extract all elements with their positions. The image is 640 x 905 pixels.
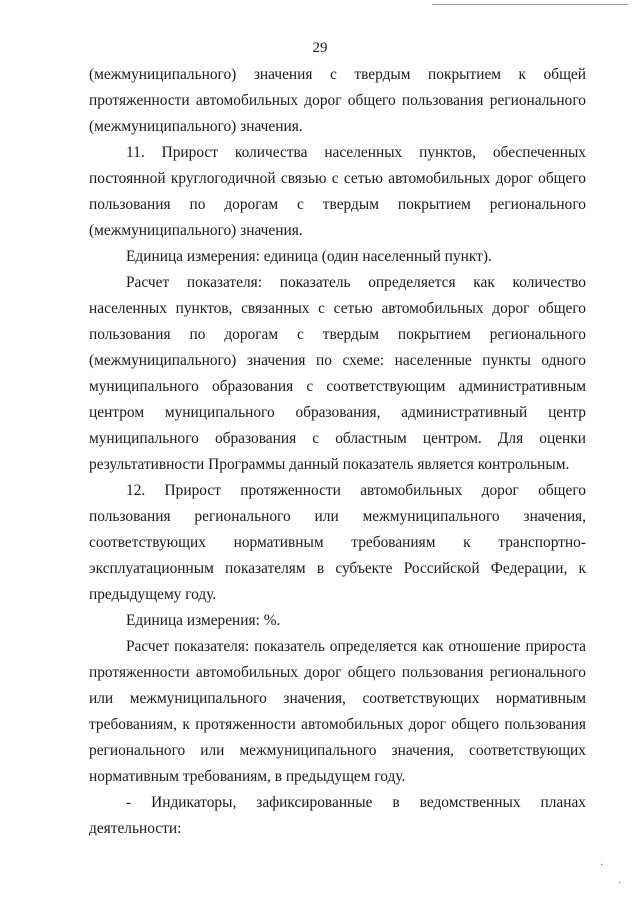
document-body <box>89 62 586 842</box>
paragraph-indicator-11: 11. Прирост количества населенных пунктов, обеспеченных постоянной круглогодичной связью с сетью автомобильных дорог общего пользования по дорогам с твердым покрытием регионального (межмуниципального) значения. <box>89 144 586 239</box>
paragraph-indicator-12: 12. Прирост протяженности автомобильных дорог общего пользования регионального или межмуниципального значения, соответствующих нормативным требованиям к транспортно-эксплуатационным показателям в субъекте Российской Федерации, к предыдущему году. <box>89 482 586 603</box>
paragraph-unit-12: Единица измерения: %. <box>126 612 281 629</box>
scan-speck: · <box>600 860 604 871</box>
paragraph-unit-11: Единица измерения: единица (один населенный пункт). <box>126 248 492 265</box>
paragraph-continuation: (межмуниципального) значения с твердым покрытием к общей протяженности автомобильных дорог общего пользования регионального (межмуниципального) значения. <box>89 66 586 135</box>
paragraph-calculation-12: Расчет показателя: показатель определяется как отношение прироста протяженности автомобильных дорог общего пользования регионального или межмуниципального значения, соответствующих нормативным требованиям, к протяженности автомобильных дорог общего пользования регионального или межмуниципального значения, соответствующих нормативным требованиям, в предыдущем году. <box>89 638 586 785</box>
scan-speck: · <box>618 878 622 889</box>
paragraph-indicators-list: - Индикаторы, зафиксированные в ведомственных планах деятельности: <box>89 794 586 837</box>
page-number: 29 <box>312 40 328 56</box>
top-rule <box>432 4 628 5</box>
paragraph-calculation-11: Расчет показателя: показатель определяется как количество населенных пунктов, связанных с сетью автомобильных дорог общего пользования по дорогам с твердым покрытием регионального (межмуниципального) значения по схеме: населенные пункты одного муниципального образования с соответствующим административным центром муниципального образования, административный центр муниципального образования с областным центром. Для оценки результативности Программы данный показатель является контрольным. <box>89 274 586 473</box>
